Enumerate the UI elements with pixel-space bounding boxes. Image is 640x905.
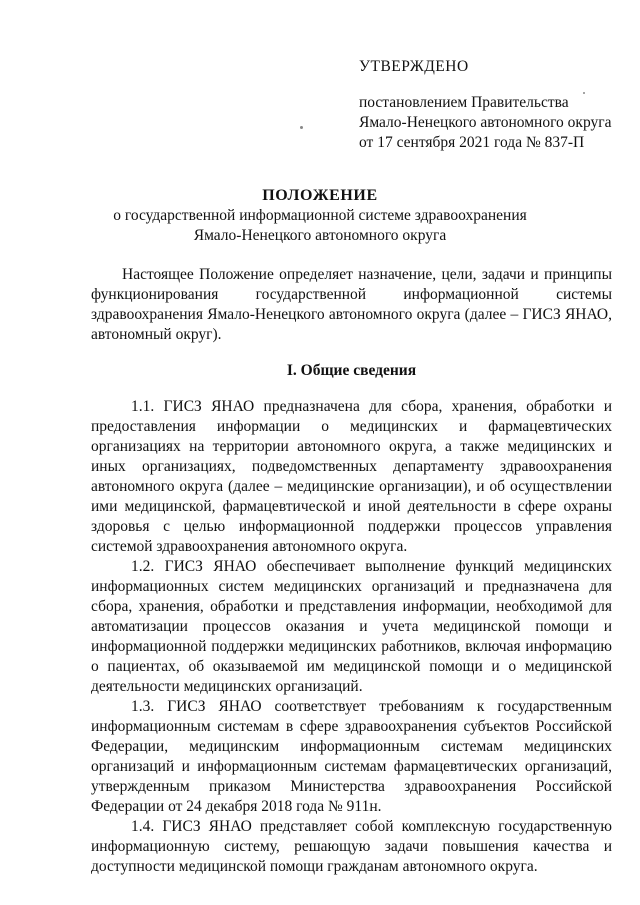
approval-line: постановлением Правительства (359, 94, 569, 111)
approval-line: Ямало-Ненецкого автономного округа (359, 114, 612, 131)
scan-speck (300, 126, 303, 129)
approval-stamp: УТВЕРЖДЕНО (359, 58, 469, 75)
approval-line: от 17 сентября 2021 года № 837-П (359, 134, 585, 151)
section-item: 1.3. ГИСЗ ЯНАО соответствует требованиям к государственным информационным системам в сфере здравоохранения субъектов Российской Федерации, медицинским информационным системам медицинских организаций и информационным системам фармацевтических организаций, утвержденным приказом Министерства здравоохранения Российской Федерации от 24 декабря 2018 года № 911н. (91, 698, 612, 815)
document-body (91, 265, 612, 877)
document-subtitle-line: Ямало-Ненецкого автономного округа (193, 227, 447, 244)
section-item: 1.2. ГИСЗ ЯНАО обеспечивает выполнение функций медицинских информационных систем медицинских организаций и предназначена для сбора, хранения, обработки и представления информации, необходимой для автоматизации процессов оказания и учета медицинской помощи и информационной поддержки медицинских работников, включая информацию о пациентах, об оказываемой им медицинской помощи и о медицинской деятельности медицинских организаций. (91, 558, 612, 695)
document-title: ПОЛОЖЕНИЕ (262, 187, 378, 204)
approval-block (359, 58, 629, 153)
document-title-block (0, 186, 640, 246)
section-item: 1.1. ГИСЗ ЯНАО предназначена для сбора, хранения, обработки и предоставления информации о медицинских и фармацевтических организациях на территории автономного округа, а также медицинских и иных организациях, подведомственных департаменту здравоохранения автономного округа (далее – медицинские организации), и об осуществлении ими медицинской, фармацевтической и иной деятельности в сфере охраны здоровья с целью информационной поддержки процессов управления системой здравоохранения автономного округа. (91, 398, 612, 555)
section-item: 1.4. ГИСЗ ЯНАО представляет собой комплексную государственную информационную систему, решающую задачи повышения качества и доступности медицинской помощи гражданам автономного округа. (91, 818, 612, 875)
section-heading: I. Общие сведения (286, 362, 417, 379)
intro-paragraph: Настоящее Положение определяет назначение, цели, задачи и принципы функционирования государственной информационной системы здравоохранения Ямало-Ненецкого автономного округа (далее – ГИСЗ ЯНАО, автономный округ). (91, 266, 612, 343)
document-subtitle-line: о государственной информационной системе здравоохранения (113, 207, 527, 224)
